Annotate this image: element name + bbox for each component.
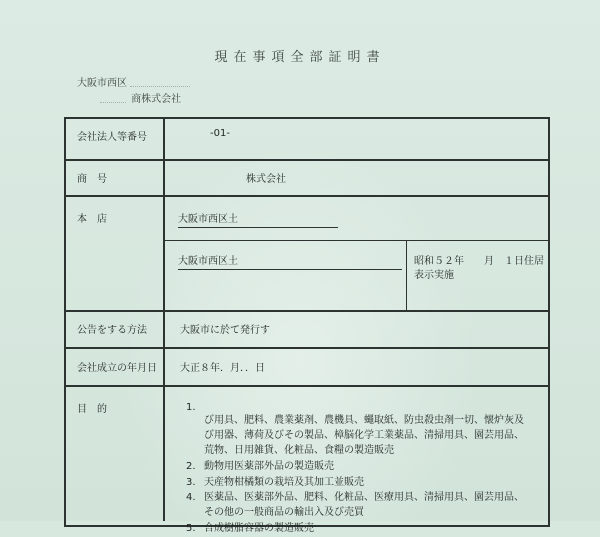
established-value: 大正８年．月．．日 bbox=[180, 363, 265, 374]
address-header bbox=[77, 74, 192, 89]
notice-method-label: 公告をする方法 bbox=[77, 325, 147, 336]
company-header-text: 商株式会社 bbox=[131, 94, 182, 105]
established-label: 会社成立の年月日 bbox=[77, 363, 157, 374]
trade-name-value: 株式会社 bbox=[246, 174, 286, 185]
company-header bbox=[100, 90, 181, 105]
row-divider bbox=[64, 347, 550, 349]
list-item: び用具、肥料、農業薬剤、農機具、蠅取紙、防虫殺虫剤一切、懐炉灰及 bbox=[204, 415, 524, 426]
corp-number-label: 会社法人等番号 bbox=[77, 132, 147, 143]
redaction-mark bbox=[130, 80, 190, 87]
address-header-text: 大阪市西区 bbox=[77, 78, 127, 89]
list-item: 5. 合成樹脂容器の製造販売 bbox=[186, 523, 314, 534]
row-divider bbox=[64, 159, 550, 161]
list-item: 荒物、日用雑貨、化粧品、食糧の製造販売 bbox=[204, 445, 394, 456]
row-divider bbox=[64, 195, 550, 197]
redaction-mark bbox=[100, 96, 126, 103]
head-office-current: 大阪市西区土 bbox=[178, 210, 338, 228]
list-item: 2. 動物用医薬部外品の製造販売 bbox=[186, 461, 334, 472]
list-item: その他の一般商品の輸出入及び売買 bbox=[204, 507, 364, 518]
list-item: 4. 医薬品、医薬部外品、肥料、化粧品、医療用具、清掃用具、園芸用品、 bbox=[186, 492, 524, 503]
row-divider bbox=[64, 310, 550, 312]
note-column-divider bbox=[406, 240, 407, 310]
purpose-label: 目 的 bbox=[77, 404, 107, 415]
label-column-divider bbox=[163, 117, 165, 521]
notice-method-value: 大阪市に於て発行す bbox=[180, 325, 270, 336]
head-office-note-line2: 表示実施 bbox=[414, 270, 454, 281]
head-office-note-line1: 昭和５２年 月 １日住居 bbox=[414, 256, 544, 267]
head-office-label: 本 店 bbox=[77, 214, 107, 225]
row-divider bbox=[64, 385, 550, 387]
corp-number-value: -01- bbox=[210, 128, 230, 139]
list-item: 3. 天産物柑橘類の栽培及其加工並販売 bbox=[186, 477, 364, 488]
row-divider bbox=[163, 240, 550, 241]
document-title: 現在事項全部証明書 bbox=[214, 50, 386, 65]
list-item: び用器、薄荷及びその製品、樟脳化学工業薬品、清掃用具、園芸用品、 bbox=[204, 430, 524, 441]
head-office-previous: 大阪市西区土 bbox=[178, 252, 402, 270]
list-item: 1. bbox=[186, 402, 196, 413]
trade-name-label: 商 号 bbox=[77, 174, 107, 185]
